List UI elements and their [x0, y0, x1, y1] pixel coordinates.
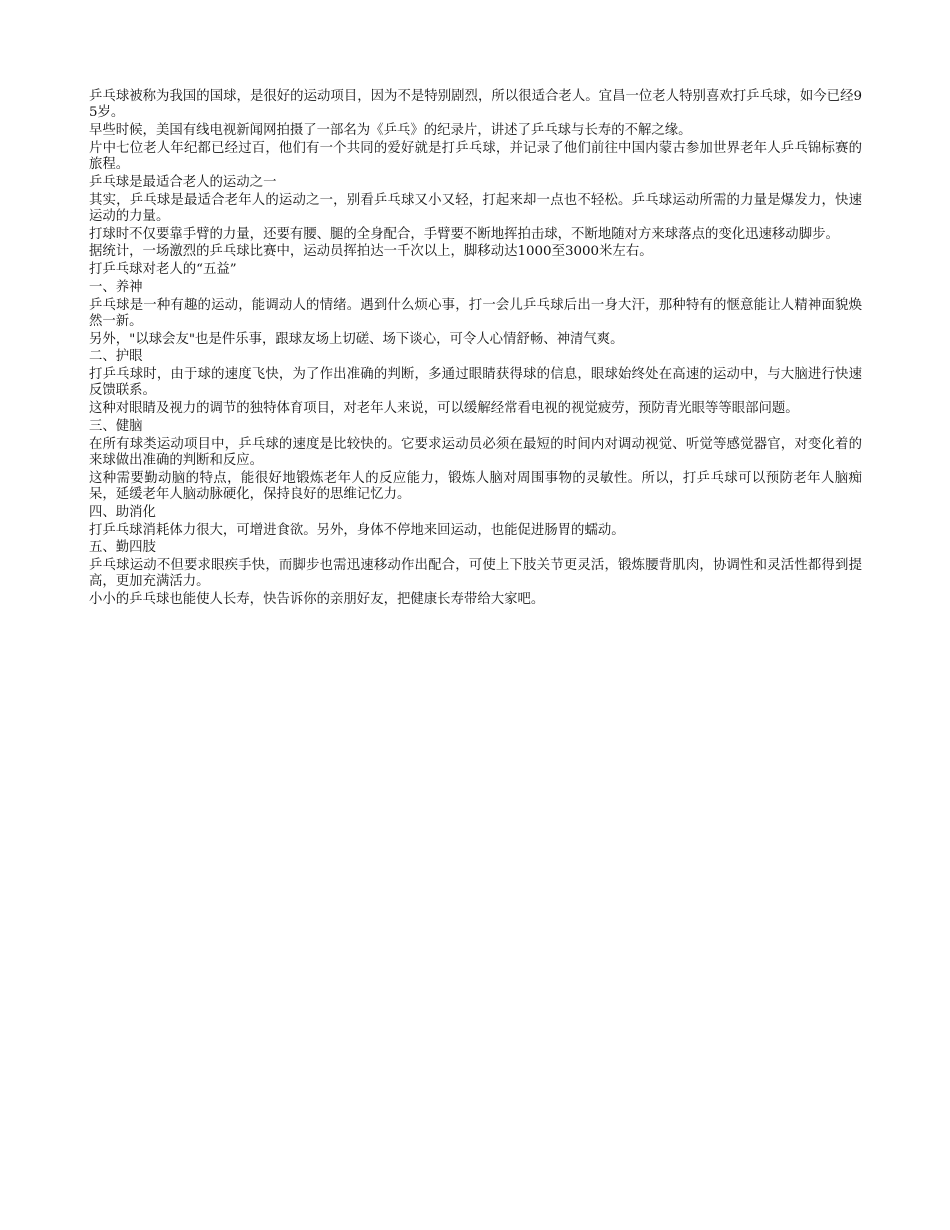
subheading-nourish-spirit: 一、养神	[89, 279, 143, 295]
paragraph-mood: 乒乓球是一种有趣的运动，能调动人的情绪。遇到什么烦心事，打一会儿乒乓球后出一身大汗，那种特有的惬意能让人精神面貌焕然一新。	[89, 297, 862, 329]
paragraph-eye-fatigue: 这种对眼睛及视力的调节的独特体育项目，对老年人来说，可以缓解经常看电视的视觉疲劳，预防青光眼等等眼部问题。	[89, 401, 799, 417]
paragraph-reaction: 在所有球类运动项目中，乒乓球的速度是比较快的。它要求运动员必须在最短的时间内对调动视觉、听觉等感觉器官，对变化着的来球做出准确的判断和反应。	[89, 436, 862, 468]
paragraph-eye-tracking: 打乒乓球时，由于球的速度飞快，为了作出准确的判断，多通过眼睛获得球的信息，眼球始终处在高速的运动中，与大脑进行快速反馈联系。	[89, 367, 862, 399]
paragraph-whole-body: 打球时不仅要靠手臂的力量，还要有腰、腿的全身配合，手臂要不断地挥拍击球，不断地随对方来球落点的变化迅速移动脚步。	[89, 226, 839, 242]
paragraph-intro: 乒乓球被称为我国的国球，是很好的运动项目，因为不是特别剧烈，所以很适合老人。宜昌一位老人特别喜欢打乒乓球，如今已经95岁。	[89, 89, 862, 121]
paragraph-documentary: 早些时候，美国有线电视新闻网拍摄了一部名为《乒乓》的纪录片，讲述了乒乓球与长寿的不解之缘。	[89, 123, 692, 139]
paragraph-explosive-power: 其实，乒乓球是最适合老年人的运动之一，别看乒乓球又小又轻，打起来却一点也不轻松。乒乓球运动所需的力量是爆发力，快速运动的力量。	[89, 192, 862, 225]
subheading-protect-eyes: 二、护眼	[89, 349, 143, 365]
paragraph-statistics: 据统计，一场激烈的乒乓球比赛中，运动员挥拍达一千次以上，脚移动达1000至3000米左右。	[89, 244, 653, 260]
subheading-digestion: 四、助消化	[89, 504, 156, 520]
paragraph-dementia: 这种需要勤动脑的特点，能很好地锻炼老年人的反应能力，锻炼人脑对周围事物的灵敏性。所以，打乒乓球可以预防老年人脑痴呆，延缓老年人脑动脉硬化，保持良好的思维记忆力。	[89, 470, 862, 503]
subheading-brain: 三、健脑	[89, 418, 143, 434]
paragraph-friends: 另外，"以球会友"也是件乐事，跟球友场上切磋、场下谈心，可令人心情舒畅、神清气爽。	[89, 331, 624, 347]
paragraph-closing: 小小的乒乓球也能使人长寿，快告诉你的亲朋好友，把健康长寿带给大家吧。	[89, 592, 545, 608]
section-heading-five-benefits: 打乒乓球对老人的“五益”	[89, 262, 237, 278]
paragraph-appetite: 打乒乓球消耗体力很大，可增进食欲。另外，身体不停地来回运动，也能促进肠胃的蠕动。	[89, 522, 625, 538]
document-page	[89, 89, 862, 610]
paragraph-centenarians: 片中七位老人年纪都已经过百，他们有一个共同的爱好就是打乒乓球，并记录了他们前往中国内蒙古参加世界老年人乒乓锦标赛的旅程。	[89, 140, 862, 173]
subheading-limbs: 五、勤四肢	[89, 540, 156, 556]
section-heading-best-sport: 乒乓球是最适合老人的运动之一	[89, 174, 277, 190]
paragraph-agility: 乒乓球运动不但要求眼疾手快，而脚步也需迅速移动作出配合，可使上下肢关节更灵活，锻炼腰背肌肉，协调性和灵活性都得到提高，更加充满活力。	[89, 557, 862, 590]
